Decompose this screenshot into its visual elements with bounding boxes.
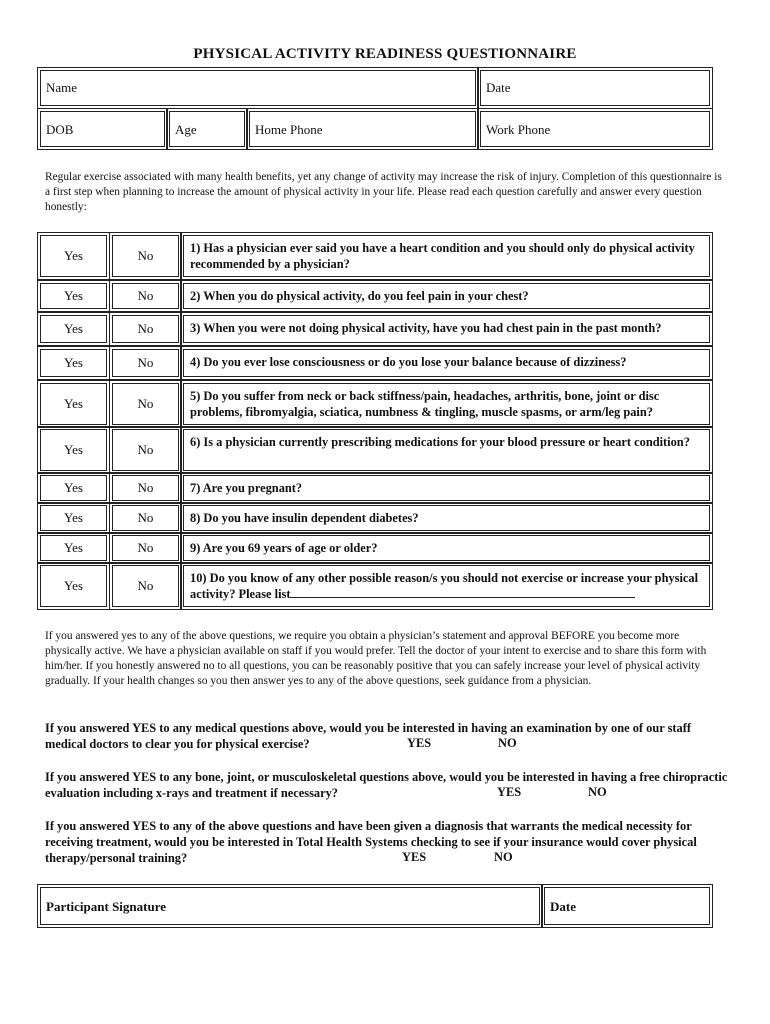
followup-text: If you answered YES to any bone, joint, or musculoskeletal questions above, would you be interested in having a free chiropractic evaluation including x-rays and treatment if necessary?	[45, 770, 728, 800]
followup-text: If you answered YES to any of the above questions and have been given a diagnosis that warrants the medical necessity for receiving treatment, would you be interested in Total Health Systems checking to see if your insurance would cover physical therapy/personal training?	[45, 819, 697, 865]
yes-label: Yes	[64, 442, 83, 457]
followup-no-option[interactable]: NO	[588, 785, 607, 799]
question-text-4: 4) Do you ever lose consciousness or do you lose your balance because of dizziness?	[190, 355, 627, 369]
question-text-9: 9) Are you 69 years of age or older?	[190, 541, 378, 555]
no-label: No	[137, 442, 154, 457]
no-label: No	[137, 288, 154, 303]
no-label: No	[137, 578, 154, 593]
age-label: Age	[175, 122, 197, 137]
date-field[interactable]	[480, 70, 710, 106]
yes-label: Yes	[64, 510, 83, 525]
signature-date-label: Date	[550, 899, 576, 914]
question-text-3: 3) When you were not doing physical activity, have you had chest pain in the past month?	[190, 321, 662, 335]
followup-yes-option[interactable]: YES	[407, 736, 432, 750]
intro-text: Regular exercise associated with many health benefits, yet any change of activity may increase the risk of injury. Completion of this questionnaire is a first step when planning to increase the amount of physical activity in your life. Please read each question carefully and answer every question honestly:	[45, 171, 722, 213]
followup-yes-option[interactable]: YES	[497, 785, 522, 799]
question-text-8: 8) Do you have insulin dependent diabetes?	[190, 511, 419, 525]
no-label: No	[137, 355, 154, 370]
question-text-5: 5) Do you suffer from neck or back stiffness/pain, headaches, arthritis, bone, joint or disc problems, fibromyalgia, sciatica, numbness & tingling, muscle spasms, or arm/leg pain?	[190, 389, 660, 419]
yes-label: Yes	[64, 248, 83, 263]
followup-question	[45, 818, 735, 866]
yes-label: Yes	[64, 480, 83, 495]
no-label: No	[137, 248, 154, 263]
question-text-7: 7) Are you pregnant?	[190, 481, 303, 495]
no-label: No	[137, 540, 154, 555]
no-label: No	[137, 480, 154, 495]
form-title: PHYSICAL ACTIVITY READINESS QUESTIONNAIRE	[193, 46, 577, 62]
followup-question	[45, 769, 735, 801]
yes-label: Yes	[64, 396, 83, 411]
question-text-2: 2) When you do physical activity, do you feel pain in your chest?	[190, 289, 529, 303]
followup-no-option[interactable]: NO	[494, 850, 513, 864]
work-phone-label: Work Phone	[486, 122, 551, 137]
followup-text: If you answered YES to any medical questions above, would you be interested in having an examination by one of our staff medical doctors to clear you for physical exercise?	[45, 721, 691, 751]
name-label: Name	[46, 80, 78, 95]
yes-label: Yes	[64, 288, 83, 303]
yes-label: Yes	[64, 578, 83, 593]
followup-question	[45, 720, 735, 752]
dob-label: DOB	[46, 122, 74, 137]
question-text-10: 10) Do you know of any other possible reason/s you should not exercise or increase your physical activity? Please list	[190, 571, 699, 601]
no-label: No	[137, 396, 154, 411]
advice-text: If you answered yes to any of the above questions, we require you obtain a physician’s statement and approval BEFORE you become more physically active. We have a physician available on staff if you would prefer. Tell the doctor of your intent to exercise and to share this form with him/her. If you honestly answered no to all questions, you can be reasonably positive that you can safely increase your level of physical activity gradually. If your health changes so you then answer yes to any of the above questions, seek guidance from a physician.	[45, 630, 707, 687]
question-text-1: 1) Has a physician ever said you have a heart condition and you should only do physical activity recommended by a physician?	[190, 241, 695, 271]
date-label: Date	[486, 80, 511, 95]
yes-label: Yes	[64, 321, 83, 336]
no-label: No	[137, 510, 154, 525]
no-label: No	[137, 321, 154, 336]
yes-label: Yes	[64, 540, 83, 555]
question-text-6: 6) Is a physician currently prescribing medications for your blood pressure or heart condition?	[190, 435, 690, 449]
yes-label: Yes	[64, 355, 83, 370]
followup-yes-option[interactable]: YES	[402, 850, 427, 864]
followup-no-option[interactable]: NO	[498, 736, 517, 750]
home-phone-label: Home Phone	[255, 122, 323, 137]
signature-label: Participant Signature	[46, 899, 167, 914]
name-field[interactable]	[40, 70, 476, 106]
please-list-line[interactable]	[290, 586, 635, 598]
